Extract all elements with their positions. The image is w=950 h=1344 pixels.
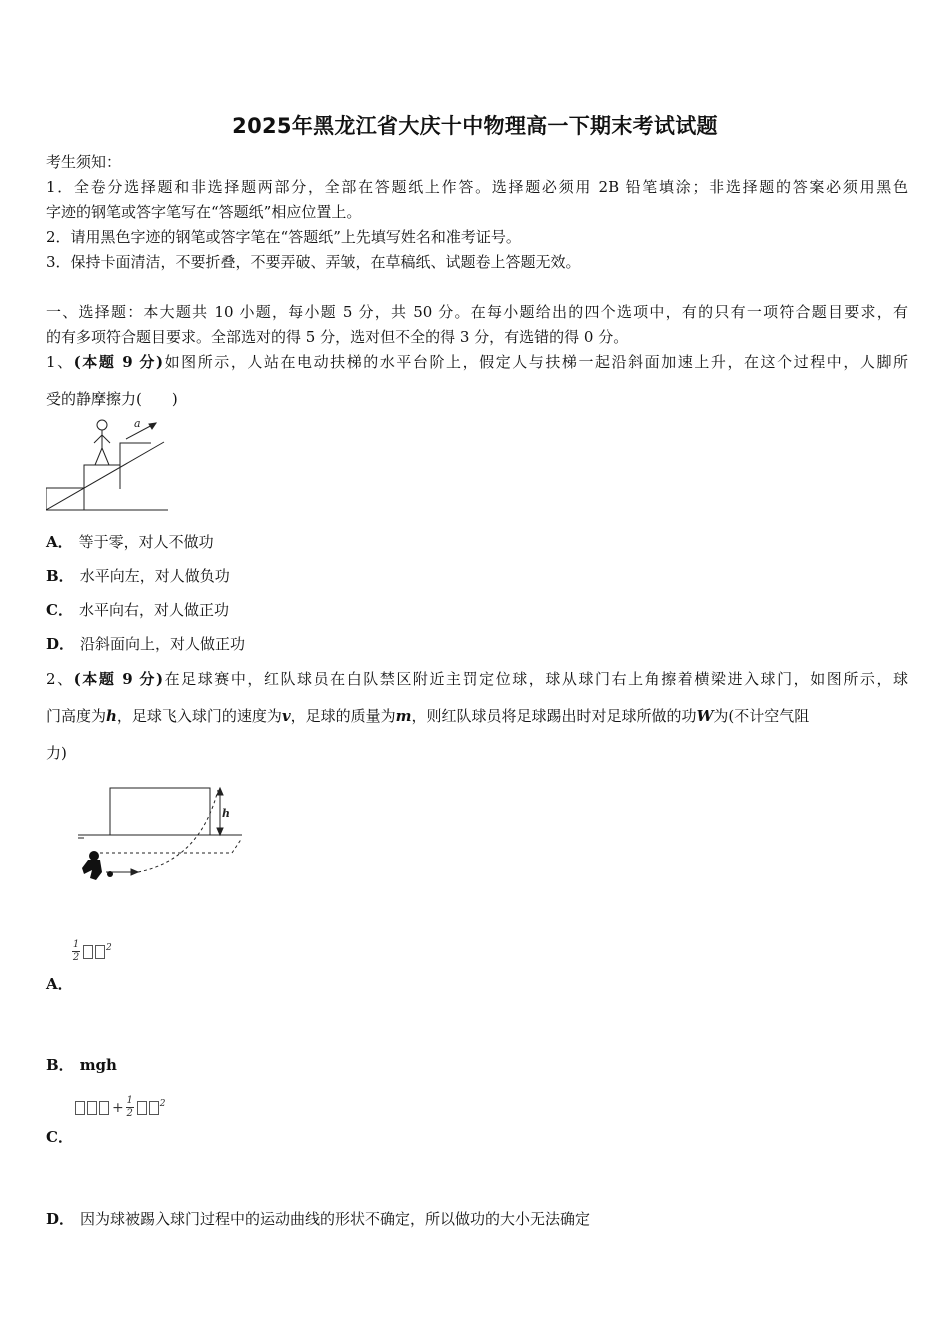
goal-frame [110, 788, 210, 835]
q1-option-b[interactable]: B． 水平向左，对人做负功 [46, 567, 230, 585]
q1-number: 1、 [46, 353, 74, 371]
person-head [97, 420, 107, 430]
q2-option-a-formula: $\frac{1}{2}$ $^2$ [72, 939, 112, 963]
q2-option-d[interactable]: D． 因为球被踢入球门过程中的运动曲线的形状不确定，所以做功的大小无法确定 [46, 1210, 591, 1228]
fraction-half-a: $\frac{1}{2}$ [72, 939, 80, 963]
notice-line-2: 2．请用黑色字迹的钢笔或答字笔在“答题纸”上先填写姓名和准考证号。 [46, 228, 521, 246]
page-title: 2025年黑龙江省大庆十中物理高一下期末考试试题 [232, 114, 718, 138]
symbol-box [149, 1101, 159, 1115]
q2-option-b[interactable]: B． mgh [46, 1056, 117, 1074]
q1-line-2: 受的静摩擦力( ) [46, 390, 178, 408]
soccer-figure [70, 780, 250, 890]
symbol-box [83, 945, 93, 959]
q1-text-1: 如图所示，人站在电动扶梯的水平台阶上，假定人与扶梯一起沿斜面加速上升，在这个过程中，人脚所 [163, 353, 908, 371]
notice-line-3: 3．保持卡面清洁，不要折叠，不要弄破、弄皱，在草稿纸、试题卷上答题无效。 [46, 253, 581, 271]
symbol-box [75, 1101, 85, 1115]
q1-option-a[interactable]: A． 等于零，对人不做功 [46, 533, 214, 551]
q2-number: 2、 [46, 670, 74, 688]
section-line-1: 一、选择题：本大题共 10 小题，每小题 5 分，共 50 分。在每小题给出的四个选项中，有的只有一项符合题目要求，有 [46, 303, 908, 321]
symbol-box [95, 945, 105, 959]
ball-trajectory [138, 790, 218, 872]
height-arrow-bottom [217, 828, 223, 835]
q2-line-3: 力) [46, 744, 67, 762]
q2-line-2: 门高度为h，足球飞入球门的速度为v，足球的质量为m，则红队球员将足球踢出时对足球所做的功W为(不计空气阻 [46, 707, 810, 725]
q1-score: (本题 9 分) [73, 353, 164, 371]
acceleration-arrow-head [149, 423, 156, 429]
notice-line-1b: 字迹的钢笔或答字笔写在“答题纸”相应位置上。 [46, 203, 362, 221]
q2-line-1 [46, 669, 908, 689]
acceleration-label: a [134, 417, 141, 430]
q2-text-1: 在足球赛中，红队球员在白队禁区附近主罚定位球，球从球门右上角擦着横梁进入球门，如图所示，球 [163, 670, 908, 688]
q1-option-c[interactable]: C． 水平向右，对人做正功 [46, 601, 229, 619]
q2-score: (本题 9 分) [73, 670, 164, 688]
player-silhouette [82, 851, 113, 880]
ground-dashed-line [100, 838, 242, 853]
fraction-half-c: $\frac{1}{2}$ [126, 1095, 133, 1119]
person-right-leg [102, 448, 109, 465]
q2-option-c-formula: + $\frac{1}{2}$ $^2$ [74, 1096, 165, 1119]
person-right-arm [102, 435, 110, 443]
symbol-box [87, 1101, 97, 1115]
q2-option-a[interactable]: A． [46, 975, 73, 993]
notice-line-1a: 1．全卷分选择题和非选择题两部分，全部在答题纸上作答。选择题必须用 2B 铅笔填涂；非选择题的答案必须用黑色 [46, 178, 908, 196]
q2-option-c[interactable]: C． [46, 1128, 73, 1146]
symbol-box [137, 1101, 147, 1115]
height-label: h [222, 807, 230, 820]
person-left-arm [94, 435, 102, 443]
escalator-slope-line [46, 442, 164, 510]
section-line-2: 的有多项符合题目要求。全部选对的得 5 分，选对但不全的得 3 分，有选错的得 0 分。 [46, 328, 629, 346]
symbol-box [99, 1101, 109, 1115]
person-left-leg [95, 448, 102, 465]
notice-heading: 考生须知： [46, 153, 122, 171]
escalator-figure [46, 415, 171, 513]
kick-arrow-head [131, 869, 138, 875]
escalator-steps [46, 443, 151, 488]
q1-line-1 [46, 352, 908, 372]
q1-option-d[interactable]: D． 沿斜面向上，对人做正功 [46, 635, 246, 653]
